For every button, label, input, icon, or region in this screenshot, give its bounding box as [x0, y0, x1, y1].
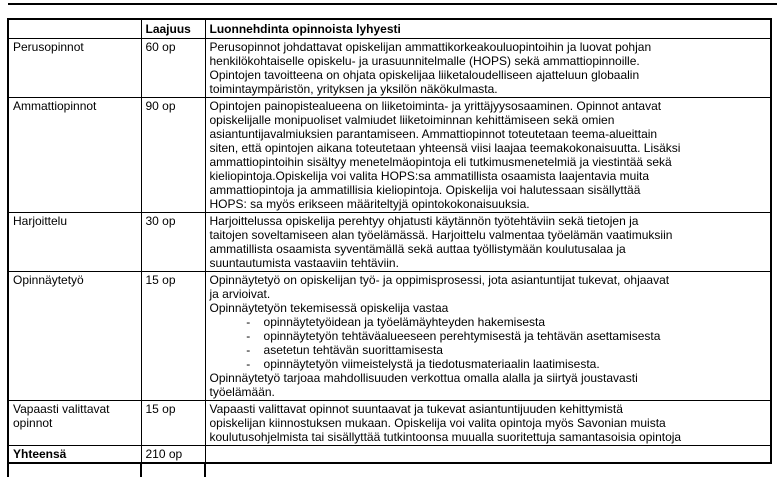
table-row: [8, 213, 771, 272]
col-header-category: [8, 19, 141, 39]
category-cell: Harjoittelu: [8, 213, 141, 272]
table-row: [8, 272, 771, 401]
column-divider-stub-2: [204, 463, 206, 477]
description-cell: [205, 39, 771, 98]
description-line: Opintojen painopistealueena on liiketoiminta- ja yrittäjyysosaaminen. Opinnot antavat: [209, 99, 662, 113]
description-line: taitojen soveltamiseen alan työelämässä. Harjoittelu valmentaa työelämän vaatimuksiin: [209, 228, 673, 242]
extent-cell: 60 op: [141, 39, 205, 98]
col-header-description: Luonnehdinta opinnoista lyhyesti: [205, 19, 771, 39]
description-line: HOPS: sa myös erikseen määriteltyjä opintokokonaisuuksia.: [209, 197, 530, 211]
description-line: ammattiopintoihin sisältyy menetelmäopintoja eli tutkimusmenetelmiä ja viestintää sekä: [209, 155, 672, 169]
description-line: toimintaympäristön, yrityksen ja yksilön näkökulmasta.: [209, 82, 498, 96]
header-row: [8, 19, 771, 39]
table-body: [8, 39, 771, 464]
description-line: Opinnäytetyö tarjoaa mahdollisuuden verkottua omalla alalla ja siirtyä joustavasti: [209, 371, 638, 385]
table-row: [8, 39, 771, 98]
table-row: [8, 446, 771, 464]
description-line: Vapaasti valittavat opinnot suuntaavat ja tukevat asiantuntijuuden kehittymistä: [209, 402, 623, 416]
description-line: koulutusohjelmista tai sisällyttää tutkintoonsa muualla suoritettuja samantasoisia opintoja: [209, 430, 682, 444]
description-cell: [205, 272, 771, 401]
description-line: Harjoittelussa opiskelija perehtyy ohjatusti käytännön työtehtäviin sekä tietojen ja: [209, 214, 639, 228]
description-line: ammattiopintoja ja ammatillisia kieliopintoja. Opiskelija voi halutessaan sisällyttää: [209, 183, 641, 197]
description-line: ammatillista osaamista syventämällä sekä auttaa työllistymään koulutusalaa ja: [209, 242, 626, 256]
table-left-border-stub: [7, 463, 9, 477]
description-cell: [205, 446, 771, 464]
table-row: [8, 401, 771, 446]
curriculum-table: [7, 18, 772, 464]
description-line: opiskelijalle monipuoliset valmiudet liiketoiminnan kehittämiseen sekä omien: [209, 113, 615, 127]
description-line: Opinnäytetyön tekemisessä opiskelija vastaa: [209, 301, 449, 315]
category-cell: Ammattiopinnot: [8, 98, 141, 213]
table-row: [8, 98, 771, 213]
description-line: asiantuntijavalmiuksien parantamiseen. Ammattiopinnot toteutetaan teema-alueittain: [209, 127, 658, 141]
description-line: ja arvioivat.: [209, 287, 271, 301]
category-cell: Yhteensä: [8, 446, 141, 464]
extent-cell: 15 op: [141, 272, 205, 401]
description-line: - opinnäytetyöidean ja työelämäyhteyden hakemisesta: [209, 315, 546, 329]
description-line: Perusopinnot johdattavat opiskelijan ammattikorkeakouluopintoihin ja luovat pohjan: [209, 40, 652, 54]
top-rule: [8, 3, 777, 5]
description-line: Opintojen tavoitteena on ohjata opiskelijaa liiketaloudelliseen ajatteluun globaalin: [209, 68, 640, 82]
col-header-extent: Laajuus: [141, 19, 205, 39]
description-line: työelämään.: [209, 385, 275, 399]
category-cell: Perusopinnot: [8, 39, 141, 98]
description-cell: [205, 213, 771, 272]
description-line: Opinnäytetyö on opiskelijan työ- ja oppimisprosessi, jota asiantuntijat tukevat, ohjaavat: [209, 273, 670, 287]
extent-cell: 15 op: [141, 401, 205, 446]
description-line: - opinnäytetyön viimeistelystä ja tiedotusmateriaalin laatimisesta.: [209, 357, 600, 371]
description-line: suuntautumista vastaaviin tehtäviin.: [209, 256, 399, 270]
category-cell: Opinnäytetyö: [8, 272, 141, 401]
column-divider-stub-1: [140, 463, 142, 477]
description-line: - opinnäytetyön tehtäväalueeseen perehtymisestä ja tehtävän asettamisesta: [209, 329, 661, 343]
description-line: henkilökohtaiselle opiskelu- ja urasuunnitelmalle (HOPS) sekä ammattiopinnoille.: [209, 54, 640, 68]
extent-cell: 90 op: [141, 98, 205, 213]
category-cell: Vapaasti valittavat opinnot: [8, 401, 141, 446]
description-line: siten, että opintojen aikana toteutetaan yhteensä viisi laajaa teemakokonaisuutta. Lisäksi: [209, 141, 681, 155]
description-cell: [205, 98, 771, 213]
description-line: kieliopintoja.Opiskelija voi valita HOPS:sa ammatillista osaamista laajentavia muita: [209, 169, 650, 183]
description-line: - asetetun tehtävän suorittamisesta: [209, 343, 443, 357]
description-line: opiskelijan kiinnostuksen mukaan. Opiskelija voi valita opintoja myös Savonian muista: [209, 416, 666, 430]
extent-cell: 210 op: [141, 446, 205, 464]
description-cell: [205, 401, 771, 446]
extent-cell: 30 op: [141, 213, 205, 272]
